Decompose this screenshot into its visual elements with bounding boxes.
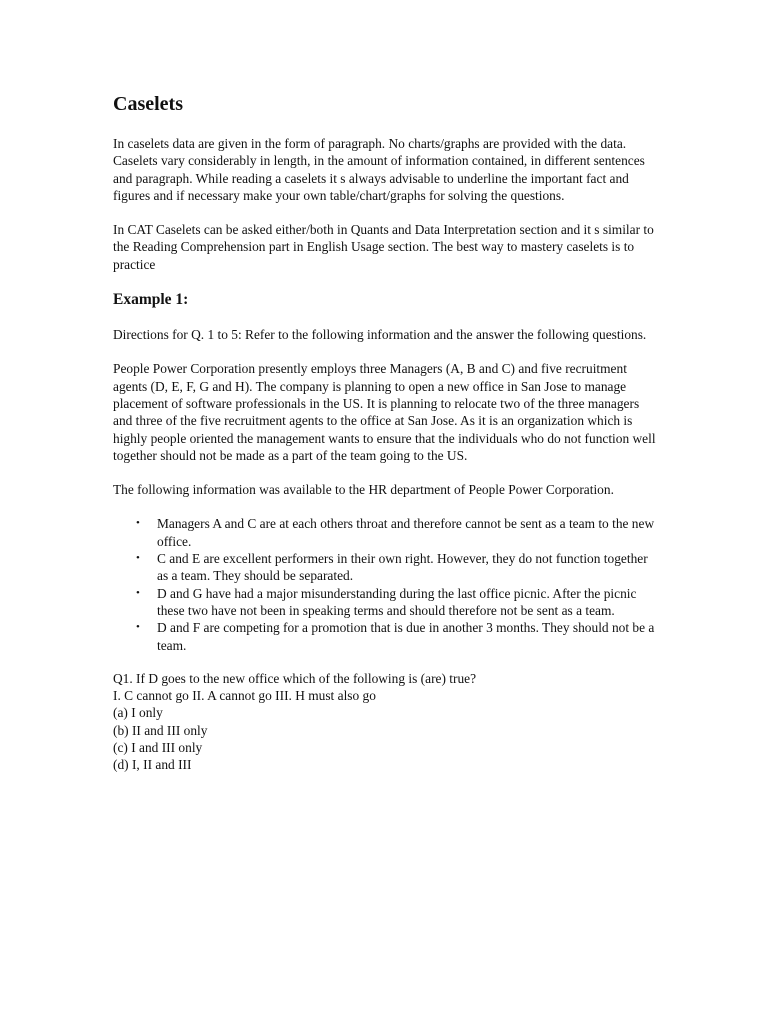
- rule-text: D and G have had a major misunderstanding during the last office picnic. After the picnic these two have not been in speaking terms and should therefore not be sent as a team.: [157, 585, 637, 618]
- intro-paragraph-2: In CAT Caselets can be asked either/both in Quants and Data Interpretation section and it s similar to the Reading Comprehension part in English Usage section. The best way to mastery caselets is to practice: [113, 222, 654, 272]
- answer-option-d: (d) I, II and III: [113, 757, 192, 773]
- intro-paragraph-1: In caselets data are given in the form of paragraph. No charts/graphs are provided with the data. Caselets vary considerably in length, in the amount of information contained, in different sentences and paragraph. While reading a caselets it s always advisable to underline the important fact and figures and if necessary make your own table/chart/graphs for solving the questions.: [113, 136, 645, 203]
- answer-option-a: (a) I only: [113, 705, 163, 721]
- rule-text: Managers A and C are at each others throat and therefore cannot be sent as a team to the new office.: [157, 516, 655, 549]
- rule-text: D and F are competing for a promotion that is due in another 3 months. They should not be a team.: [157, 620, 655, 653]
- answer-option-b: (b) II and III only: [113, 722, 208, 738]
- bullet-icon: •: [136, 517, 140, 530]
- rule-item: [136, 515, 658, 550]
- question-statements: I. C cannot go II. A cannot go III. H must also go: [113, 688, 376, 704]
- bullet-icon: •: [136, 552, 140, 565]
- scenario-text-part-2: highly people oriented the management wants to ensure that the individuals who do not function well together should not be made as a part of the team going to the US.: [113, 430, 656, 463]
- rule-item: [136, 585, 658, 620]
- scenario-text-part-1: People Power Corporation presently employs three Managers (A, B and C) and five recruitment agents (D, E, F, G and H). The company is planning to open a new office in San Jose to manage placement of software professionals in the US. It is planning to relocate two of the three managers and three of the five recruitment agents to the office at San Jose. As it is an organization which is: [113, 361, 640, 429]
- bullet-icon: •: [136, 621, 140, 634]
- page-title: Caselets: [113, 93, 183, 115]
- scenario-paragraph: [113, 360, 658, 464]
- example-heading: Example 1:: [113, 291, 189, 309]
- rule-text: C and E are excellent performers in their own right. However, they do not function together as a team. They should be separated.: [157, 551, 648, 584]
- bullet-icon: •: [136, 586, 140, 599]
- rules-list: [113, 515, 658, 653]
- question-stem: Q1. If D goes to the new office which of the following is (are) true?: [113, 670, 477, 686]
- directions-paragraph: Directions for Q. 1 to 5: Refer to the following information and the answer the following questions.: [113, 327, 647, 343]
- hr-info-paragraph: The following information was available to the HR department of People Power Corporation.: [113, 482, 614, 498]
- document-page: [113, 92, 658, 774]
- rule-item: [136, 619, 658, 654]
- answer-option-c: (c) I and III only: [113, 740, 203, 756]
- rule-item: [136, 550, 658, 585]
- question-block: [113, 670, 658, 774]
